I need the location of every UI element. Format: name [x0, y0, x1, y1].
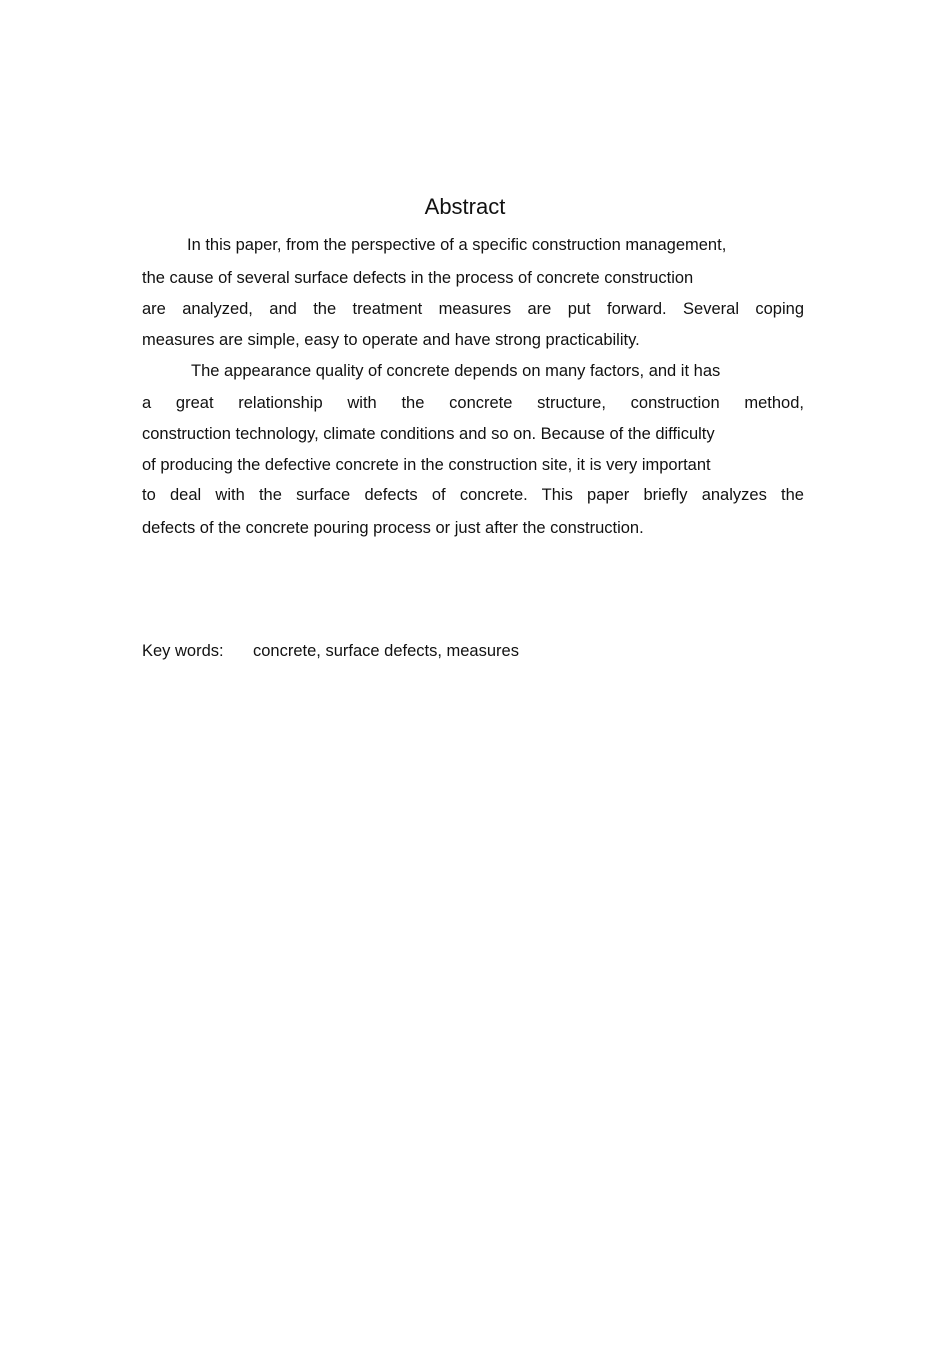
keywords-row: [142, 641, 519, 661]
abstract-title: Abstract: [424, 194, 506, 219]
abstract-line-6: a great relationship with the concrete structure, construction method,: [142, 394, 804, 412]
abstract-line-10: defects of the concrete pouring process or just after the construction.: [142, 519, 644, 537]
abstract-line-7: construction technology, climate conditions and so on. Because of the difficulty: [142, 425, 715, 443]
abstract-line-4: measures are simple, easy to operate and have strong practicability.: [142, 331, 640, 349]
abstract-line-1: In this paper, from the perspective of a specific construction management,: [187, 236, 727, 254]
abstract-line-2: the cause of several surface defects in the process of concrete construction: [142, 269, 694, 287]
abstract-line-9: to deal with the surface defects of concrete. This paper briefly analyzes the: [142, 486, 804, 504]
keywords-label: Key words:: [142, 642, 224, 660]
abstract-line-8: of producing the defective concrete in the construction site, it is very important: [142, 456, 711, 474]
abstract-line-5: The appearance quality of concrete depends on many factors, and it has: [191, 362, 721, 380]
keywords-value: concrete, surface defects, measures: [253, 642, 519, 660]
abstract-line-3: are analyzed, and the treatment measures are put forward. Several coping: [142, 300, 804, 318]
